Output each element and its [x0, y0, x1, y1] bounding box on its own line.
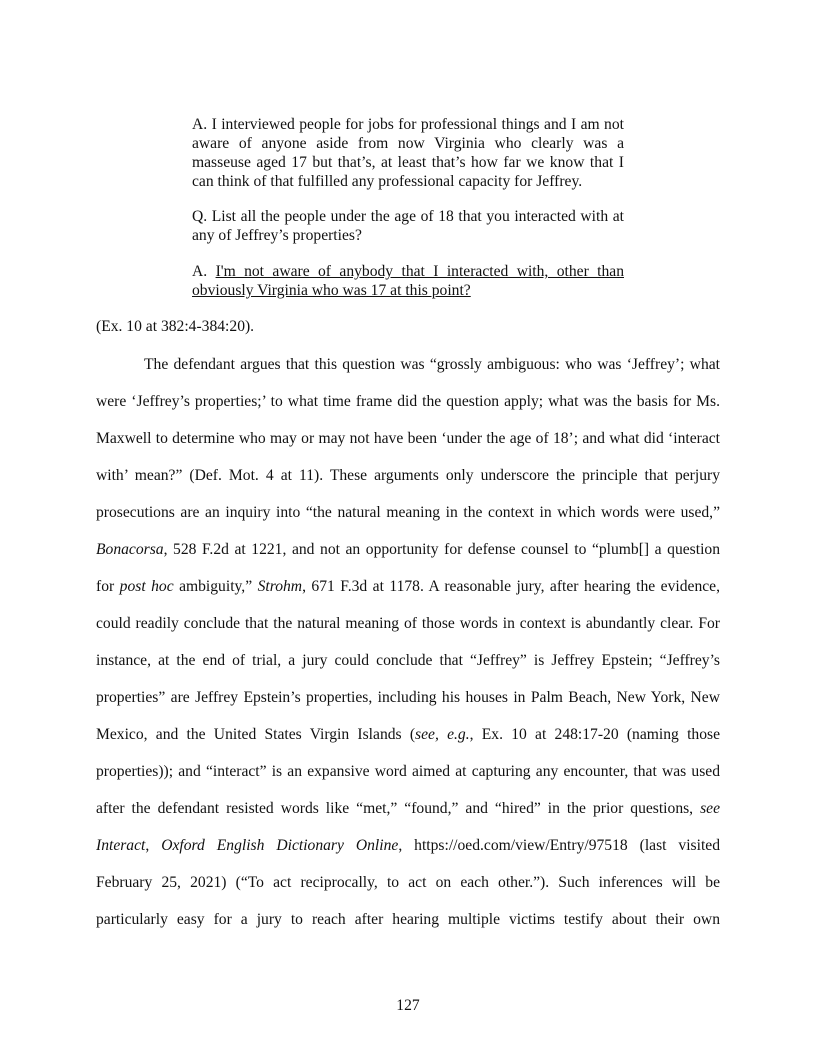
- text-run: , 671 F.3d at 1178. A reasonable jury, after hearing the evidence,: [302, 578, 720, 595]
- italic-text: see, e.g.: [415, 726, 470, 743]
- italic-text: Interact: [96, 837, 146, 854]
- italic-text: Oxford English Dictionary Online: [161, 837, 399, 854]
- quote-text: [192, 262, 624, 300]
- text-run: The defendant argues that this question was “grossly ambiguous: who was ‘Jeffrey’; what: [144, 356, 720, 373]
- text-run: ,: [145, 837, 162, 854]
- body-line: [96, 494, 720, 531]
- italic-text: post hoc: [119, 578, 174, 595]
- body-line: [96, 716, 720, 753]
- text-run: properties” are Jeffrey Epstein’s properties, including his houses in Palm Beach, New York, New: [96, 689, 720, 706]
- body-line: [96, 568, 720, 605]
- body-line: [96, 346, 720, 383]
- italic-text: Strohm: [257, 578, 303, 595]
- text-run: , 528 F.2d at 1221, and not an opportunity for defense counsel to “plumb[] a question: [163, 541, 720, 558]
- text-run: Mexico, and the United States Virgin Islands (: [96, 726, 416, 743]
- text-run: ambiguity,”: [173, 578, 258, 595]
- body-line: [96, 679, 720, 716]
- text-run: prosecutions are an inquiry into “the natural meaning in the context in which words were used,”: [96, 504, 720, 521]
- body-line: [96, 753, 720, 790]
- body-line: [96, 605, 720, 642]
- body-line: [96, 864, 720, 901]
- body-line: [96, 642, 720, 679]
- text-run: Maxwell to determine who may or may not have been ‘under the age of 18’; and what did ‘interact: [96, 430, 720, 447]
- body-line: [96, 827, 720, 864]
- text-run: properties)); and “interact” is an expansive word aimed at capturing any encounter, that was used: [96, 763, 720, 780]
- text-run: , https://oed.com/view/Entry/97518 (last visited: [398, 837, 720, 854]
- page-number: 127: [396, 997, 420, 1014]
- text-run: could readily conclude that the natural meaning of those words in context is abundantly clear. For: [96, 615, 720, 632]
- italic-text: see: [700, 800, 720, 817]
- block-quote-answer-1: [192, 115, 624, 191]
- quote-text: A. I interviewed people for jobs for professional things and I am not aware of anyone aside from now Virginia who clearly was a masseuse aged 17 but that’s, at least that’s how far we know that I can think of that fulfilled any professional capacity for Jeffrey.: [192, 116, 624, 190]
- text-run: February 25, 2021) (“To act reciprocally, to act on each other.”). Such inferences will be: [96, 874, 720, 891]
- italic-text: Bonacorsa: [96, 541, 164, 558]
- underlined-answer: I'm not aware of anybody that I interacted with, other than obviously Virginia who was 17 at this point?: [192, 263, 624, 299]
- body-line: [96, 420, 720, 457]
- body-line: [96, 901, 720, 938]
- answer-prefix: A.: [192, 263, 216, 280]
- body-paragraph: [96, 346, 720, 938]
- exhibit-citation: (Ex. 10 at 382:4-384:20).: [96, 318, 255, 335]
- body-line: [96, 457, 720, 494]
- body-line: [96, 790, 720, 827]
- text-run: were ‘Jeffrey’s properties;’ to what time frame did the question apply; what was the basis for Ms.: [96, 393, 720, 410]
- text-run: after the defendant resisted words like “met,” “found,” and “hired” in the prior questions,: [96, 800, 701, 817]
- text-run: for: [96, 578, 120, 595]
- body-line: [96, 531, 720, 568]
- quote-text: Q. List all the people under the age of 18 that you interacted with at any of Jeffrey’s properties?: [192, 208, 624, 244]
- text-run: , Ex. 10 at 248:17-20 (naming those: [469, 726, 720, 743]
- block-quote-answer-2: [192, 262, 624, 300]
- text-run: instance, at the end of trial, a jury could conclude that “Jeffrey” is Jeffrey Epstein; “Jeffrey’s: [96, 652, 720, 669]
- body-line: [96, 383, 720, 420]
- text-run: with’ mean?” (Def. Mot. 4 at 11). These arguments only underscore the principle that perjury: [96, 467, 720, 484]
- text-run: particularly easy for a jury to reach after hearing multiple victims testify about their own: [96, 911, 720, 928]
- block-quote-question: [192, 207, 624, 245]
